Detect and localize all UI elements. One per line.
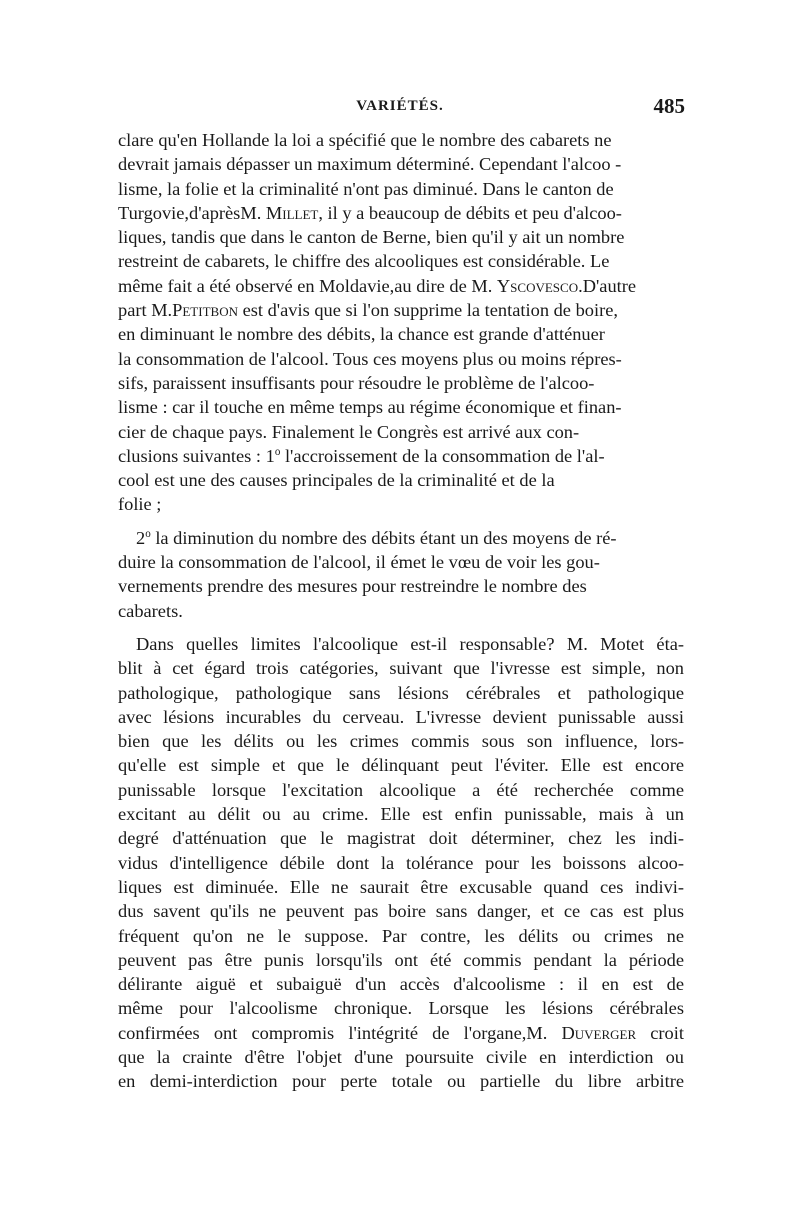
page-number: 485	[653, 94, 685, 118]
text-line: sifs, paraissent insuffisants pour résoudre le problème de l'alcoo-	[118, 372, 595, 393]
text-line: liques est diminuée. Elle ne saurait être excusable quand ces indivi-	[118, 876, 684, 897]
text-line: 2$^o$ la diminution du nombre des débits étant un des moyens de ré-	[136, 527, 617, 548]
text-line: en demi-interdiction pour perte totale ou partielle du libre arbitre	[118, 1071, 684, 1092]
text-line: excitant au délit ou au crime. Elle est enfin punissable, mais à un	[118, 804, 684, 825]
paragraph-continuation	[118, 128, 684, 517]
paragraph-responsibility	[118, 632, 684, 1094]
text-line: cabarets.	[118, 600, 183, 621]
text-line: lisme, la folie et la criminalité n'ont pas diminué. Dans le canton de	[118, 178, 614, 199]
running-head: VARIÉTÉS.	[356, 98, 444, 114]
text-line: même fait a été observé en Moldavie,au dire de M. Yscovesco.D'autre	[118, 275, 637, 296]
text-line: restreint de cabarets, le chiffre des alcooliques est considérable. Le	[118, 251, 610, 272]
text-line: cier de chaque pays. Finalement le Congrès est arrivé aux con-	[118, 421, 580, 442]
text-line: que la crainte d'être l'objet d'une poursuite civile en interdiction ou	[118, 1046, 684, 1067]
text-line: vernements prendre des mesures pour restreindre le nombre des	[118, 576, 587, 597]
text-line: folie ;	[118, 494, 162, 515]
text-line: blit à cet égard trois catégories, suivant que l'ivresse est simple, non	[118, 658, 684, 679]
text-line: en diminuant le nombre des débits, la chance est grande d'atténuer	[118, 324, 605, 345]
text-line: degré d'atténuation que le magistrat doit déterminer, chez les indi-	[118, 828, 684, 849]
text-line: clusions suivantes : 1$^o$ l'accroissement de la consommation de l'al-	[118, 445, 605, 466]
text-line: bien que les délits ou les crimes commis sous son influence, lors-	[118, 731, 684, 752]
text-line: clare qu'en Hollande la loi a spécifié que le nombre des cabarets ne	[118, 130, 612, 150]
text-line: dus savent qu'ils ne peuvent pas boire sans danger, et ce cas est plus	[118, 901, 684, 922]
text-line: vidus d'intelligence débile dont la tolérance pour les boissons alcoo-	[118, 852, 684, 873]
text-line: confirmées ont compromis l'intégrité de l'organe,M. Duverger croit	[118, 1022, 684, 1043]
text-line: lisme : car il touche en même temps au régime économique et finan-	[118, 397, 622, 418]
text-line: avec lésions incurables du cerveau. L'ivresse devient punissable aussi	[118, 706, 684, 727]
paragraph-conclusion-2	[118, 526, 684, 623]
text-line: Turgovie,d'aprèsM. Millet, il y a beaucoup de débits et peu d'alcoo-	[118, 202, 622, 223]
text-line: liques, tandis que dans le canton de Berne, bien qu'il y ait un nombre	[118, 227, 625, 248]
body-text	[118, 128, 684, 1094]
text-line: même pour l'alcoolisme chronique. Lorsque les lésions cérébrales	[118, 998, 684, 1019]
text-line: cool est une des causes principales de la criminalité et de la	[118, 470, 555, 491]
text-line: fréquent qu'on ne le suppose. Par contre, les délits ou crimes ne	[118, 925, 684, 946]
text-line: pathologique, pathologique sans lésions cérébrales et pathologique	[118, 682, 684, 703]
text-line: punissable lorsque l'excitation alcoolique a été recherchée comme	[118, 779, 684, 800]
text-line: Dans quelles limites l'alcoolique est-il responsable? M. Motet éta-	[136, 633, 684, 654]
text-line: délirante aiguë et subaiguë d'un accès d'alcoolisme : il en est de	[118, 974, 684, 995]
page-header	[115, 94, 685, 124]
text-line: devrait jamais dépasser un maximum déterminé. Cependant l'alcoo -	[118, 154, 622, 175]
text-line: qu'elle est simple et que le délinquant peut l'éviter. Elle est encore	[118, 755, 684, 776]
text-line: part M.Petitbon est d'avis que si l'on supprime la tentation de boire,	[118, 300, 618, 321]
text-line: duire la consommation de l'alcool, il émet le vœu de voir les gou-	[118, 552, 600, 573]
text-line: la consommation de l'alcool. Tous ces moyens plus ou moins répres-	[118, 348, 622, 369]
text-line: peuvent pas être punis lorsqu'ils ont été commis pendant la période	[118, 949, 684, 970]
